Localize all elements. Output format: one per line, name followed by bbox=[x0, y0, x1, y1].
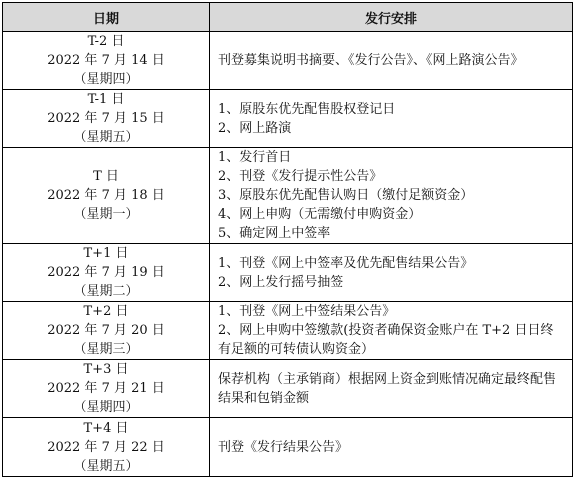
arrangement-item: 1、发行首日 bbox=[218, 150, 292, 165]
schedule-row bbox=[3, 148, 573, 244]
arrangement-item: 2、网上发行摇号抽签 bbox=[218, 274, 344, 290]
date-date: 2022 年 7 月 22 日 bbox=[47, 439, 165, 455]
issuance-schedule-table bbox=[2, 2, 573, 477]
date-weekday: （星期三） bbox=[73, 342, 139, 357]
date-date: 2022 年 7 月 18 日 bbox=[47, 188, 165, 203]
date-weekday: （星期二） bbox=[73, 284, 139, 299]
date-weekday: （星期五） bbox=[73, 458, 139, 474]
date-date: 2022 年 7 月 15 日 bbox=[47, 111, 165, 126]
date-date: 2022 年 7 月 20 日 bbox=[47, 323, 165, 338]
arrangement-item: 4、网上申购（无需缴付申购资金） bbox=[218, 207, 422, 222]
schedule-row bbox=[3, 418, 573, 477]
date-cell bbox=[3, 90, 210, 148]
arrangement-cell bbox=[210, 148, 573, 244]
arrangement-item: 2、刊登《发行提示性公告》 bbox=[218, 169, 383, 184]
schedule-row bbox=[3, 302, 573, 360]
date-day: T+1 日 bbox=[83, 246, 129, 261]
date-weekday: （星期四） bbox=[73, 72, 139, 87]
schedule-row bbox=[3, 90, 573, 148]
arrangement-item: 3、原股东优先配售认购日（缴付足额资金） bbox=[218, 188, 474, 203]
date-day: T+2 日 bbox=[83, 304, 129, 319]
arrangement-cell bbox=[210, 360, 573, 418]
date-date: 2022 年 7 月 14 日 bbox=[47, 53, 165, 68]
arrangement-cell bbox=[210, 302, 573, 360]
date-day: T-1 日 bbox=[87, 92, 125, 107]
date-cell bbox=[3, 244, 210, 302]
arrangement-item: 保荐机构（主承销商）根据网上资金到账情况确定最终配售结果和包销金额 bbox=[218, 371, 557, 406]
date-weekday: （星期四） bbox=[73, 400, 139, 415]
arrangement-cell bbox=[210, 90, 573, 148]
schedule-row bbox=[3, 360, 573, 418]
date-date: 2022 年 7 月 19 日 bbox=[47, 265, 165, 280]
arrangement-item: 刊登《发行结果公告》 bbox=[218, 439, 349, 455]
arrangement-item: 2、网上路演 bbox=[218, 120, 292, 136]
arrangement-cell bbox=[210, 244, 573, 302]
arrangement-item: 1、刊登《网上中签结果公告》 bbox=[218, 304, 396, 319]
date-cell bbox=[3, 148, 210, 244]
date-weekday: （星期五） bbox=[73, 130, 139, 145]
date-day: T+4 日 bbox=[83, 420, 129, 436]
header-row bbox=[3, 3, 573, 32]
schedule-row bbox=[3, 244, 573, 302]
arrangement-item: 1、原股东优先配售股权登记日 bbox=[218, 101, 396, 117]
date-day: T-2 日 bbox=[87, 34, 125, 49]
date-day: T+3 日 bbox=[83, 362, 129, 377]
date-date: 2022 年 7 月 21 日 bbox=[47, 381, 165, 396]
header-date: 日期 bbox=[3, 3, 210, 32]
date-weekday: （星期一） bbox=[73, 207, 139, 222]
arrangement-item: 5、确定网上中签率 bbox=[218, 226, 331, 241]
arrangement-item: 2、网上申购中签缴款(投资者确保资金账户在 T+2 日日终有足额的可转债认购资金） bbox=[218, 323, 554, 357]
date-cell bbox=[3, 360, 210, 418]
header-arrangement: 发行安排 bbox=[210, 3, 573, 32]
schedule-row bbox=[3, 32, 573, 90]
schedule-body bbox=[3, 32, 573, 477]
arrangement-item: 刊登募集说明书摘要、《发行公告》、《网上路演公告》 bbox=[218, 53, 524, 68]
date-day: T 日 bbox=[93, 169, 119, 184]
date-cell bbox=[3, 32, 210, 90]
arrangement-cell bbox=[210, 418, 573, 477]
arrangement-cell bbox=[210, 32, 573, 90]
date-cell bbox=[3, 302, 210, 360]
date-cell bbox=[3, 418, 210, 477]
arrangement-item: 1、刊登《网上中签率及优先配售结果公告》 bbox=[218, 255, 474, 271]
